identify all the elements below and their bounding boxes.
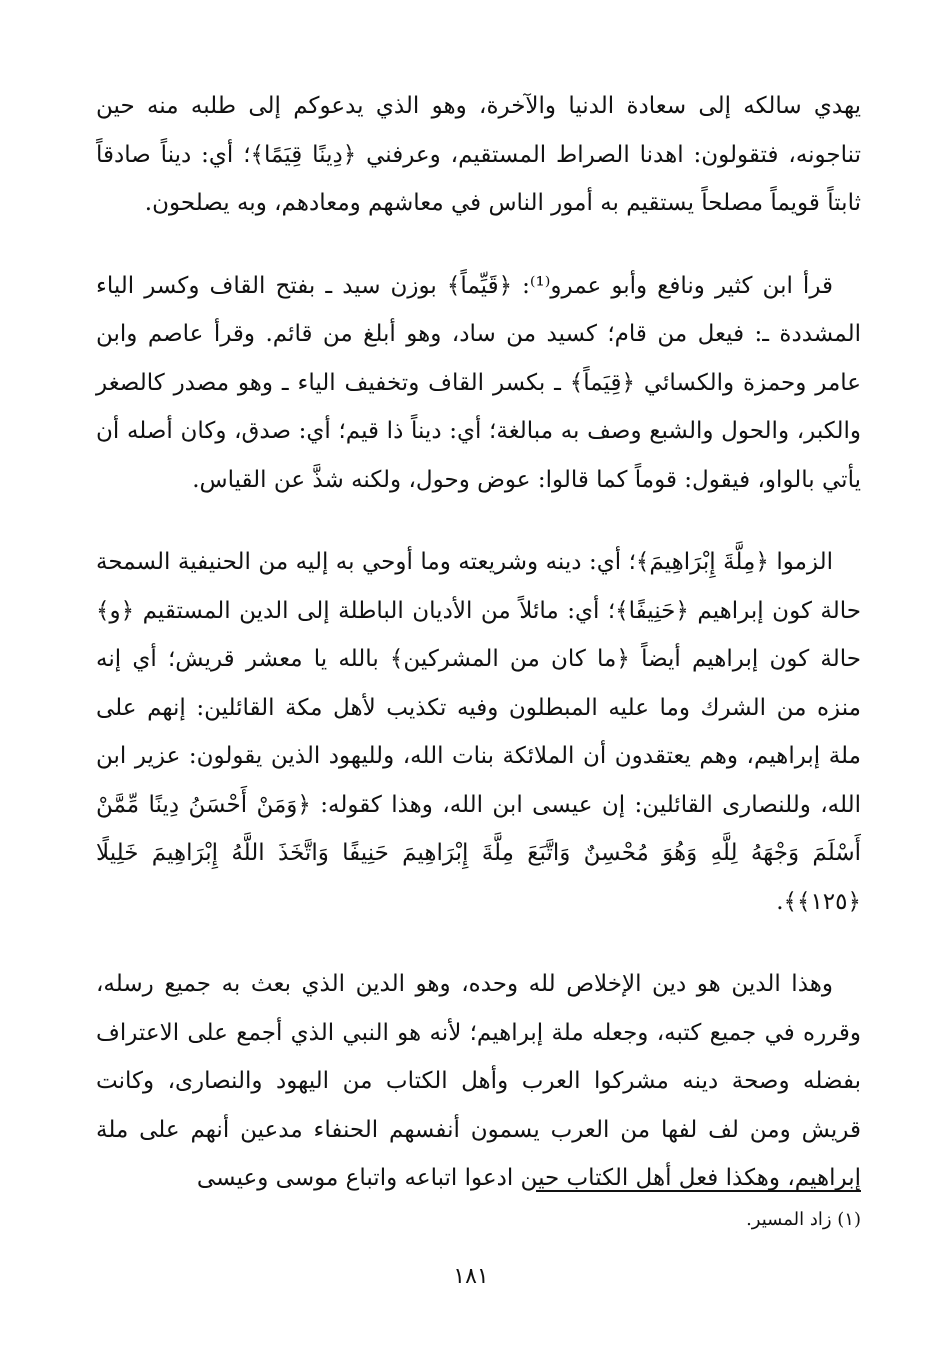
footnote-separator xyxy=(536,1190,861,1192)
paragraph-gap xyxy=(96,504,861,538)
paragraph-gap xyxy=(96,228,861,262)
paragraph-4: وهذا الدين هو دين الإخلاص لله وحده، وهو الدين الذي بعث به جميع رسله، وقرره في جميع كتبه، وجعله ملة إبراهيم؛ لأنه هو النبي الذي أجمع على الاعتراف بفضله وصحة دينه مشركوا العرب وأهل الكتاب من اليهود والنصارى، وكانت قريش ومن لف لفها من العرب يسمون أنفسهم الحنفاء مدعين أنهم على ملة إبراهيم، وهكذا فعل أهل الكتاب حين ادعوا اتباعه واتباع موسى وعيسى xyxy=(96,971,861,1191)
paragraph-1: يهدي سالكه إلى سعادة الدنيا والآخرة، وهو الذي يدعوكم إلى طلبه منه حين تناجونه، فتقولون: اهدنا الصراط المستقيم، وعرفني ﴿دِينًا قِيَمًا﴾؛ أي: ديناً صادقاً ثابتاً قويماً مصلحاً يستقيم به أمور الناس في معاشهم ومعادهم، وبه يصلحون. xyxy=(96,93,861,216)
paragraph-gap xyxy=(96,926,861,960)
page-number: ١٨١ xyxy=(453,1264,489,1289)
page-body xyxy=(96,82,861,1203)
footnote: (١) زاد المسير. xyxy=(746,1209,861,1230)
paragraph-3: الزموا ﴿مِلَّةَ إِبْرَاهِيمَ﴾؛ أي: دينه وشريعته وما أوحي به إليه من الحنيفية السمحة حالة كون إبراهيم ﴿حَنِيفًا﴾؛ أي: مائلاً من الأديان الباطلة إلى الدين المستقيم ﴿و﴾ حالة كون إبراهيم أيضاً ﴿ما كان من المشركين﴾ بالله يا معشر قريش؛ أي إنه منزه من الشرك وما عليه المبطلون وفيه تكذيب لأهل مكة القائلين: إنهم على ملة إبراهيم، وهم يعتقدون أن الملائكة بنات الله، ولليهود الذين يقولون: عزير ابن الله، وللنصارى القائلين: إن عيسى ابن الله، وهذا كقوله: ﴿وَمَنْ أَحْسَنُ دِينًا مِّمَّنْ أَسْلَمَ وَجْهَهُ لِلَّهِ وَهُوَ مُحْسِنٌ وَاتَّبَعَ مِلَّةَ إِبْرَاهِيمَ حَنِيفًا وَاتَّخَذَ اللَّهُ إِبْرَاهِيمَ خَلِيلًا ﴿١٢٥﴾﴾. xyxy=(96,549,861,915)
paragraph-2: قرأ ابن كثير ونافع وأبو عمرو⁽¹⁾: ﴿قَيِّماً﴾ بوزن سيد ـ بفتح القاف وكسر الياء المشددة ـ: فيعل من قام؛ كسيد من ساد، وهو أبلغ من قائم. وقرأ عاصم وابن عامر وحمزة والكسائي ﴿قِيَماً﴾ ـ بكسر القاف وتخفيف الياء ـ وهو مصدر كالصغر والكبر، والحول والشبع وصف به مبالغة؛ أي: ديناً ذا قيم؛ أي: صدق، وكان أصله أن يأتي بالواو، فيقول: قوماً كما قالوا: عوض وحول، ولكنه شذَّ عن القياس. xyxy=(96,272,861,493)
